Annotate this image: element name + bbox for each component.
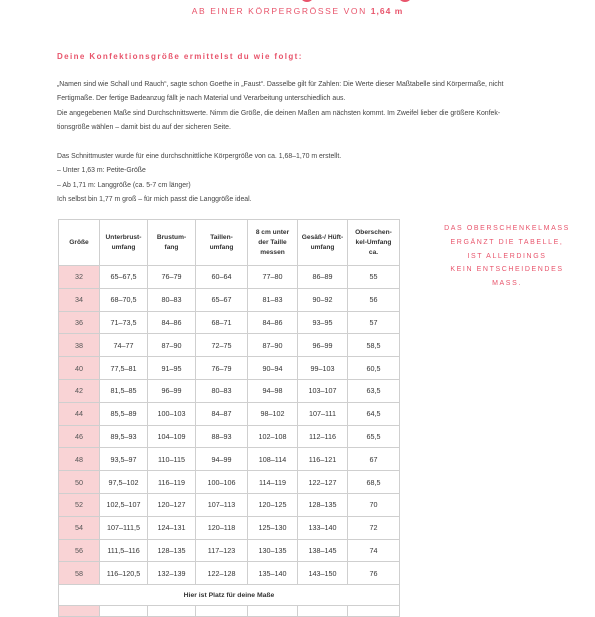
measure-cell: 138–145 <box>298 539 348 562</box>
intro-line: Die angegebenen Maße sind Durchschnittswerte. Nimm die Größe, die deinen Maßen am nächsten kommt. Im Zweifel lieber die größere Konfek- <box>57 109 501 117</box>
column-header-line: Unterbrust- <box>105 233 142 241</box>
table-row <box>59 334 400 357</box>
measure-cell: 94–98 <box>248 379 298 402</box>
measure-cell: 63,5 <box>348 379 400 402</box>
measure-cell: 104–109 <box>148 425 196 448</box>
column-header-line: Größe <box>69 238 89 246</box>
measure-cell: 80–83 <box>148 288 196 311</box>
intro-paragraph <box>57 78 547 135</box>
column-header <box>348 220 400 266</box>
measure-cell: 130–135 <box>248 539 298 562</box>
measure-cell: 124–131 <box>148 516 196 539</box>
height-line: – Unter 1,63 m: Petite-Größe <box>57 167 146 175</box>
measure-cell <box>248 606 298 617</box>
table-row <box>59 471 400 494</box>
measure-cell: 58,5 <box>348 334 400 357</box>
measure-cell: 107–111 <box>298 402 348 425</box>
column-header <box>248 220 298 266</box>
table-row <box>59 493 400 516</box>
measure-cell: 72 <box>348 516 400 539</box>
note-line: DAS OBERSCHENKELMASS <box>444 225 570 232</box>
size-cell: 46 <box>59 425 100 448</box>
column-header-line: messen <box>260 248 285 256</box>
measure-cell: 117–123 <box>196 539 248 562</box>
measure-cell: 76 <box>348 562 400 585</box>
column-header-line: umfang <box>209 243 234 251</box>
column-header-line: der Taille <box>258 238 287 246</box>
measure-cell: 116–120,5 <box>100 562 148 585</box>
measure-cell: 89,5–93 <box>100 425 148 448</box>
column-header-line: fang <box>164 243 179 251</box>
measure-cell: 103–107 <box>298 379 348 402</box>
measure-cell: 74–77 <box>100 334 148 357</box>
table-row <box>59 402 400 425</box>
column-header <box>59 220 100 266</box>
measure-cell: 107–113 <box>196 493 248 516</box>
subtitle-value: 1,64 m <box>370 6 404 16</box>
measure-cell: 112–116 <box>298 425 348 448</box>
measure-cell: 57 <box>348 311 400 334</box>
note-line: KEIN ENTSCHEIDENDES <box>450 266 564 274</box>
table-row <box>59 379 400 402</box>
measure-cell: 98–102 <box>248 402 298 425</box>
size-cell: 36 <box>59 311 100 334</box>
measure-cell <box>196 606 248 617</box>
note-line: ERGÄNZT DIE TABELLE, <box>450 238 564 246</box>
table-row <box>59 448 400 471</box>
measure-cell: 128–135 <box>148 539 196 562</box>
measure-cell: 77,5–81 <box>100 357 148 380</box>
size-cell: 42 <box>59 379 100 402</box>
height-line: Ich selbst bin 1,77 m groß – für mich passt die Langgröße ideal. <box>57 195 252 203</box>
measure-cell: 80–83 <box>196 379 248 402</box>
measure-cell: 102,5–107 <box>100 493 148 516</box>
measure-cell: 94–99 <box>196 448 248 471</box>
size-cell: 56 <box>59 539 100 562</box>
measure-cell: 70 <box>348 493 400 516</box>
column-header-line: umfang <box>310 243 335 251</box>
column-header <box>196 220 248 266</box>
measure-cell: 65–67 <box>196 288 248 311</box>
measure-cell: 71–73,5 <box>100 311 148 334</box>
measure-cell: 110–115 <box>148 448 196 471</box>
column-header <box>148 220 196 266</box>
measure-cell: 133–140 <box>298 516 348 539</box>
top-title-remnant <box>0 0 595 4</box>
measure-cell: 97,5–102 <box>100 471 148 494</box>
measure-cell: 100–103 <box>148 402 196 425</box>
measure-cell: 84–87 <box>196 402 248 425</box>
column-header <box>298 220 348 266</box>
measure-cell: 116–119 <box>148 471 196 494</box>
column-header-line: Taillen- <box>210 233 233 241</box>
intro-line: tionsgröße wählen – damit bist du auf der sicheren Seite. <box>57 123 231 131</box>
measure-cell <box>348 606 400 617</box>
measure-cell: 93,5–97 <box>100 448 148 471</box>
measure-cell: 111,5–116 <box>100 539 148 562</box>
measure-cell: 143–150 <box>298 562 348 585</box>
measure-cell: 86–89 <box>298 266 348 289</box>
measure-cell: 96–99 <box>298 334 348 357</box>
measure-cell: 100–106 <box>196 471 248 494</box>
measure-cell: 84–86 <box>248 311 298 334</box>
column-header-line: 8 cm unter <box>255 228 290 236</box>
measure-cell: 87–90 <box>248 334 298 357</box>
note-line: IST ALLERDINGS <box>467 252 547 260</box>
measure-cell: 84–86 <box>148 311 196 334</box>
measure-cell: 96–99 <box>148 379 196 402</box>
column-header <box>100 220 148 266</box>
size-cell: 54 <box>59 516 100 539</box>
table-row <box>59 288 400 311</box>
measure-cell: 68,5 <box>348 471 400 494</box>
size-cell <box>59 606 100 617</box>
table-header-row <box>59 220 400 266</box>
column-header-line: umfang <box>111 243 136 251</box>
size-cell: 38 <box>59 334 100 357</box>
column-header-line: kel-Umfang <box>355 238 392 246</box>
measure-cell: 77–80 <box>248 266 298 289</box>
size-cell: 32 <box>59 266 100 289</box>
table-footer-row <box>59 585 400 606</box>
measure-cell: 72–75 <box>196 334 248 357</box>
height-paragraph <box>57 150 547 207</box>
height-line: – Ab 1,71 m: Langgröße (ca. 5-7 cm länger) <box>57 181 191 189</box>
measure-cell: 88–93 <box>196 425 248 448</box>
table-row <box>59 516 400 539</box>
measure-cell: 81,5–85 <box>100 379 148 402</box>
measure-cell: 56 <box>348 288 400 311</box>
size-table <box>58 219 400 617</box>
measure-cell: 125–130 <box>248 516 298 539</box>
size-cell: 40 <box>59 357 100 380</box>
intro-line: Fertigmaße. Der fertige Badeanzug fällt je nach Material und Verarbeitung unterschiedlich aus. <box>57 95 346 103</box>
height-line: Das Schnittmuster wurde für eine durchschnittliche Körpergröße von ca. 1,68–1,70 m erstellt. <box>57 153 342 160</box>
measure-cell: 55 <box>348 266 400 289</box>
measure-cell: 135–140 <box>248 562 298 585</box>
measure-cell: 60,5 <box>348 357 400 380</box>
measure-cell: 116–121 <box>298 448 348 471</box>
measure-cell: 64,5 <box>348 402 400 425</box>
footer-cell: Hier ist Platz für deine Maße <box>59 585 400 606</box>
measure-cell: 60–64 <box>196 266 248 289</box>
blank-measure-row <box>59 606 400 617</box>
measure-cell: 90–94 <box>248 357 298 380</box>
measure-cell <box>100 606 148 617</box>
intro-line: „Namen sind wie Schall und Rauch“, sagte schon Goethe in „Faust“. Dasselbe gilt für Zahlen: Die Werte dieser Maßtabelle sind Körpermaße, nicht <box>57 81 504 88</box>
measure-cell: 128–135 <box>298 493 348 516</box>
measure-cell <box>148 606 196 617</box>
size-cell: 58 <box>59 562 100 585</box>
measure-cell: 132–139 <box>148 562 196 585</box>
measure-cell: 120–118 <box>196 516 248 539</box>
measure-cell: 76–79 <box>196 357 248 380</box>
table-row <box>59 425 400 448</box>
note-line: MASS. <box>492 280 522 288</box>
measure-cell: 120–125 <box>248 493 298 516</box>
section-heading: Deine Konfektionsgröße ermittelst du wie folgt: <box>57 52 303 61</box>
column-header-line: ca. <box>368 248 379 256</box>
measure-cell: 65–67,5 <box>100 266 148 289</box>
measure-cell: 120–127 <box>148 493 196 516</box>
size-cell: 50 <box>59 471 100 494</box>
measure-cell: 76–79 <box>148 266 196 289</box>
table-row <box>59 562 400 585</box>
size-cell: 44 <box>59 402 100 425</box>
measure-cell: 114–119 <box>248 471 298 494</box>
size-cell: 34 <box>59 288 100 311</box>
measure-cell: 81–83 <box>248 288 298 311</box>
measure-cell: 68–71 <box>196 311 248 334</box>
measure-cell: 85,5–89 <box>100 402 148 425</box>
column-header-line: Gesäß-/ Hüft- <box>301 233 344 241</box>
table-row <box>59 266 400 289</box>
thigh-note <box>422 222 592 291</box>
table-body <box>59 266 400 617</box>
size-cell: 52 <box>59 493 100 516</box>
measure-cell: 74 <box>348 539 400 562</box>
measure-cell: 67 <box>348 448 400 471</box>
measure-cell: 122–127 <box>298 471 348 494</box>
measure-cell: 91–95 <box>148 357 196 380</box>
measure-cell <box>298 606 348 617</box>
table-row <box>59 311 400 334</box>
column-header-line: Brustum- <box>156 233 187 241</box>
measure-cell: 87–90 <box>148 334 196 357</box>
measure-cell: 93–95 <box>298 311 348 334</box>
size-cell: 48 <box>59 448 100 471</box>
measure-cell: 99–103 <box>298 357 348 380</box>
measure-cell: 107–111,5 <box>100 516 148 539</box>
subtitle-prefix: AB EINER KÖRPERGRÖSSE VON <box>191 6 367 16</box>
measure-cell: 65,5 <box>348 425 400 448</box>
measure-cell: 102–108 <box>248 425 298 448</box>
measure-cell: 108–114 <box>248 448 298 471</box>
page-subtitle <box>0 6 595 16</box>
column-header-line: Oberschen- <box>355 228 392 236</box>
table-row <box>59 357 400 380</box>
measure-cell: 68–70,5 <box>100 288 148 311</box>
table-row <box>59 539 400 562</box>
measure-cell: 122–128 <box>196 562 248 585</box>
measure-cell: 90–92 <box>298 288 348 311</box>
